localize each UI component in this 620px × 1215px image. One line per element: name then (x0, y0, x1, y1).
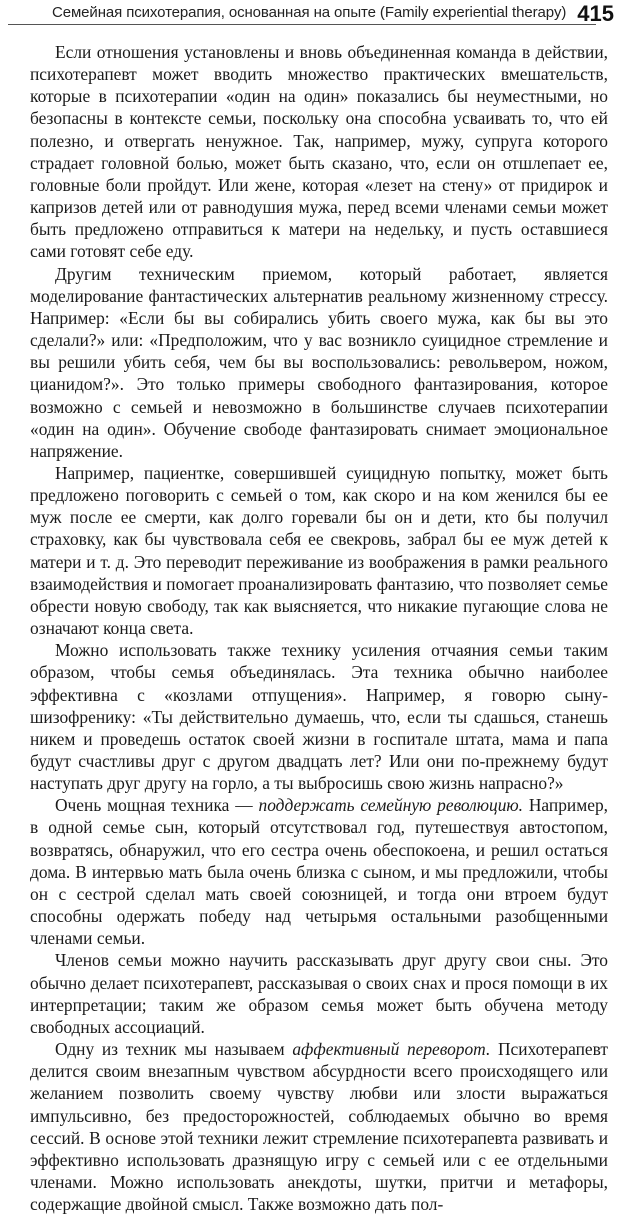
paragraph (30, 794, 608, 949)
page-number: 415 (577, 1, 614, 26)
text-run: Например, в одной семье сын, который отсутствовал год, путешествуя автостопом, возвратясь, обнаружил, что его сестра очень обеспокоена, и решил остаться дома. В интервью мать была очень близка с сыном, и мы предложили, чтобы он с сестрой сделал мать своей союзницей, и тогда они втроем будут способны одержать победу над четырьмя остальными разобщенными членами семьи. (30, 795, 608, 949)
text-run: Если отношения установлены и вновь объединенная команда в действии, психотерапевт может вводить множество практических вмешательств, которые в психотерапии «один на один» показались бы неуместными, но безопасны в контексте семьи, поскольку она способна усваивать то, что ей полезно, и отвергать ненужное. Так, например, мужу, супруга которого страдает головной болью, может быть сказано, что, если он отшлепает ее, головные боли пройдут. Или жене, которая «лезет на стену» от придирок и капризов детей или от равнодушия мужа, перед всеми членами семьи может быть предложено отправиться к матери на недельку, и пусть оставшиеся сами готовят себе еду. (30, 42, 608, 262)
paragraph (30, 949, 608, 1038)
italic-phrase: аффективный переворот. (292, 1039, 491, 1060)
paragraph (30, 639, 608, 794)
text-run: Одну из техник мы называем (55, 1039, 293, 1060)
body-text (30, 41, 608, 1215)
italic-phrase: поддержать семейную революцию. (258, 795, 524, 816)
text-run: Членов семьи можно научить рассказывать друг другу свои сны. Это обычно делает психотерапевт, рассказывая о своих снах и прося помощи в их интерпретации; таким же образом семья может быть обучена методу свободных ассоциаций. (30, 950, 608, 1037)
text-run: Психотерапевт делится своим внезапным чувством абсурдности всего происходящего или желанием позволить своему чувству любви или злости выражаться импульсивно, без предосторожностей, соблюдаемых обычно во время сессий. В основе этой техники лежит стремление психотерапевта развивать и эффективно использовать дразнящую игру с семьей или с ее отдельными членами. Можно использовать анекдоты, шутки, притчи и метафоры, содержащие двойной смысл. Также возможно дать пол- (30, 1039, 608, 1215)
page-header (8, 1, 614, 30)
paragraph (30, 462, 608, 639)
running-head: Семейная психотерапия, основанная на опыте (Family experiential therapy) (52, 4, 567, 21)
paragraph (30, 1038, 608, 1215)
text-run: Можно использовать также технику усиления отчаяния семьи таким образом, чтобы семья объединялась. Эта техника обычно наиболее эффективна с «козлами отпущения». Например, я говорю сыну-шизофренику: «Ты действительно думаешь, что, если ты сдашься, станешь никем и проведешь остаток своей жизни в госпитале штата, мама и папа будут счастливы друг с другом двадцать лет? Или они по-прежнему будут наступать друг другу на горло, а ты выбросишь свою жизнь напрасно?» (30, 640, 608, 794)
paragraph (30, 41, 608, 263)
paragraph (30, 263, 608, 462)
text-run: Очень мощная техника — (55, 795, 259, 816)
text-run: Другим техническим приемом, который работает, является моделирование фантастических альтернатив реальному жизненному стрессу. Например: «Если бы вы собирались убить своего мужа, как бы вы это сделали?» или: «Предположим, что у вас возникло суицидное стремление и вы решили убить себя, чем бы вы воспользовались: револьвером, ножом, цианидом?». Это только примеры свободного фантазирования, которое возможно с семьей и невозможно в большинстве случаев психотерапии «один на один». Обучение свободе фантазировать снимает эмоциональное напряжение. (30, 263, 608, 461)
text-run: Например, пациентке, совершившей суицидную попытку, может быть предложено поговорить с семьей о том, как скоро и на ком женился бы ее муж после ее смерти, как долго горевали бы он и дети, кто бы получил страховку, как бы чувствовала себя ее свекровь, забрал бы ее муж детей к матери и т. д. Это переводит переживание из воображения в рамки реального взаимодействия и помогает проанализировать фантазию, что позволяет семье обрести новую свободу, так как выясняется, что никакие пугающие слова не означают конца света. (30, 462, 608, 639)
header-rule (8, 24, 596, 25)
